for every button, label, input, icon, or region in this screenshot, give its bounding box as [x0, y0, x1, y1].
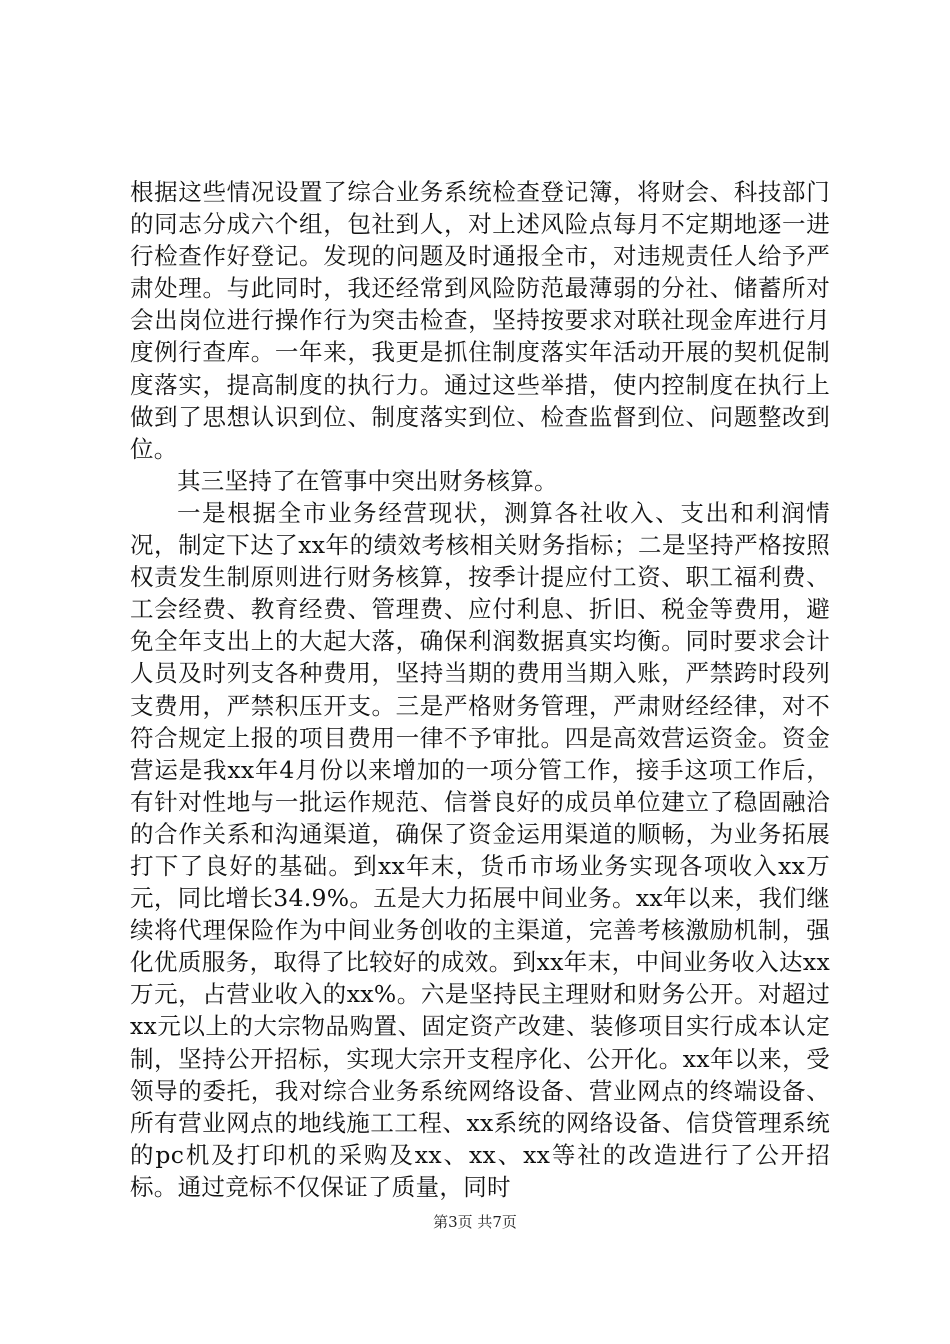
page-number-footer: 第3页 共7页	[433, 1213, 517, 1231]
paragraph-risk-control: 根据这些情况设置了综合业务系统检查登记簿，将财会、科技部门的同志分成六个组，包社到人，对上述风险点每月不定期地逐一进行检查作好登记。发现的问题及时通报全市，对违规责任人给予严肃处理。与此同时，我还经常到风险防范最薄弱的分社、储蓄所对会出岗位进行操作行为突击检查，坚持按要求对联社现金库进行月度例行查库。一年来，我更是抓住制度落实年活动开展的契机促制度落实，提高制度的执行力。通过这些举措，使内控制度在执行上做到了思想认识到位、制度落实到位、检查监督到位、问题整改到位。	[130, 178, 830, 463]
paragraph-finance-details: 一是根据全市业务经营现状，测算各社收入、支出和利润情况，制定下达了xx年的绩效考核相关财务指标；二是坚持严格按照权责发生制原则进行财务核算，按季计提应付工资、职工福利费、工会经费、教育经费、管理费、应付利息、折旧、税金等费用，避免全年支出上的大起大落，确保利润数据真实均衡。同时要求会计人员及时列支各种费用，坚持当期的费用当期入账，严禁跨时段列支费用，严禁积压开支。三是严格财务管理，严肃财经经律，对不符合规定上报的项目费用一律不予审批。四是高效营运资金。资金营运是我xx年4月份以来增加的一项分管工作，接手这项工作后，有针对性地与一批运作规范、信誉良好的成员单位建立了稳固融洽的合作关系和沟通渠道，确保了资金运用渠道的顺畅，为业务拓展打下了良好的基础。到xx年末，货币市场业务实现各项收入xx万元，同比增长34.9%。五是大力拓展中间业务。xx年以来，我们继续将代理保险作为中间业务创收的主渠道，完善考核激励机制，强化优质服务，取得了比较好的成效。到xx年末，中间业务收入达xx万元，占营业收入的xx%。六是坚持民主理财和财务公开。对超过xx元以上的大宗物品购置、固定资产改建、装修项目实行成本认定制，坚持公开招标，实现大宗开支程序化、公开化。xx年以来，受领导的委托，我对综合业务系统网络设备、营业网点的终端设备、所有营业网点的地线施工工程、xx系统的网络设备、信贷管理系统的pc机及打印机的采购及xx、xx、xx等社的改造进行了公开招标。通过竞标不仅保证了质量，同时	[130, 498, 830, 1201]
paragraph-heading-finance: 其三坚持了在管事中突出财务核算。	[177, 466, 558, 495]
document-body	[130, 176, 830, 1203]
